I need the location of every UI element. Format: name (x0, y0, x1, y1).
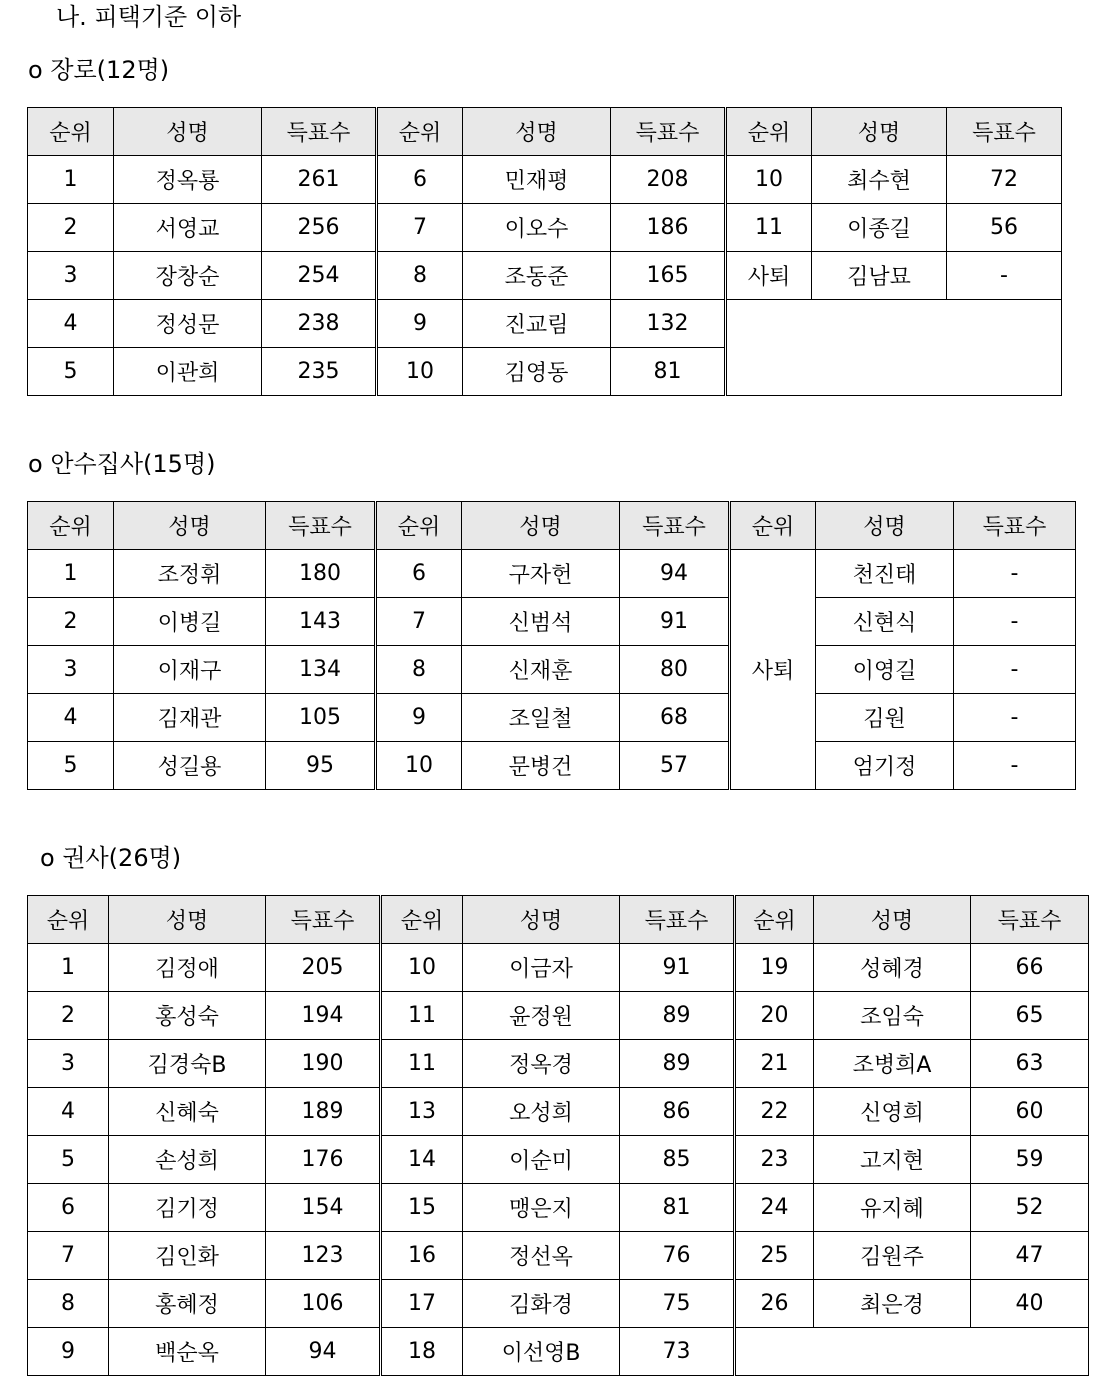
section-title-deaconesses: o 권사(26명) (40, 844, 182, 872)
votes-cell: 123 (266, 1232, 381, 1280)
rank-cell: 1 (28, 944, 109, 992)
rank-cell: 24 (735, 1184, 814, 1232)
rank-cell: 7 (377, 204, 463, 252)
rank-cell: 13 (381, 1088, 463, 1136)
rank-cell: 5 (28, 1136, 109, 1184)
table-row (28, 694, 1076, 742)
table-row (28, 646, 1076, 694)
votes-cell: 176 (266, 1136, 381, 1184)
votes-cell: 52 (971, 1184, 1089, 1232)
votes-cell: 261 (262, 156, 377, 204)
column-header-rank: 순위 (28, 108, 114, 156)
name-cell: 구자헌 (462, 550, 620, 598)
name-cell: 유지혜 (814, 1184, 971, 1232)
column-header-votes: 득표수 (611, 108, 726, 156)
column-header-votes: 득표수 (262, 108, 377, 156)
rank-cell: 4 (28, 694, 114, 742)
column-header-rank: 순위 (377, 108, 463, 156)
votes-cell: 235 (262, 348, 377, 396)
votes-cell: 154 (266, 1184, 381, 1232)
table-row (28, 252, 1062, 300)
votes-cell: 134 (266, 646, 376, 694)
name-cell: 조임숙 (814, 992, 971, 1040)
name-cell: 김영동 (463, 348, 611, 396)
elders-vote-table (27, 107, 1062, 396)
votes-cell: 81 (611, 348, 726, 396)
name-cell: 김원 (816, 694, 954, 742)
rank-cell: 14 (381, 1136, 463, 1184)
rank-cell: 7 (28, 1232, 109, 1280)
votes-cell: 59 (971, 1136, 1089, 1184)
table-row (28, 1088, 1089, 1136)
name-cell: 조동준 (463, 252, 611, 300)
name-cell: 신영희 (814, 1088, 971, 1136)
name-cell: 최수현 (812, 156, 947, 204)
rank-cell: 3 (28, 1040, 109, 1088)
name-cell: 천진태 (816, 550, 954, 598)
rank-cell: 16 (381, 1232, 463, 1280)
rank-cell: 21 (735, 1040, 814, 1088)
votes-cell: 85 (620, 1136, 735, 1184)
rank-cell: 6 (376, 550, 462, 598)
name-cell: 김정애 (109, 944, 266, 992)
votes-cell: 165 (611, 252, 726, 300)
rank-cell: 5 (28, 348, 114, 396)
table-row (28, 742, 1076, 790)
ordained-deacons-vote-table (27, 501, 1076, 790)
name-cell: 이재구 (114, 646, 266, 694)
name-cell: 고지현 (814, 1136, 971, 1184)
votes-cell: 189 (266, 1088, 381, 1136)
rank-cell: 9 (376, 694, 462, 742)
name-cell: 홍혜정 (109, 1280, 266, 1328)
column-header-name: 성명 (463, 108, 611, 156)
name-cell: 오성희 (463, 1088, 620, 1136)
votes-cell: 57 (620, 742, 730, 790)
name-cell: 이금자 (463, 944, 620, 992)
votes-cell: - (954, 550, 1076, 598)
name-cell: 이병길 (114, 598, 266, 646)
table-row (28, 156, 1062, 204)
votes-cell: 208 (611, 156, 726, 204)
rank-cell: 1 (28, 156, 114, 204)
section-title-ordained-deacons: o 안수집사(15명) (28, 450, 216, 478)
name-cell: 조병희A (814, 1040, 971, 1088)
column-header-votes: 득표수 (954, 502, 1076, 550)
name-cell: 민재평 (463, 156, 611, 204)
votes-cell: 80 (620, 646, 730, 694)
name-cell: 서영교 (114, 204, 262, 252)
name-cell: 정옥경 (463, 1040, 620, 1088)
name-cell: 이종길 (812, 204, 947, 252)
table-row (28, 550, 1076, 598)
rank-cell: 4 (28, 1088, 109, 1136)
rank-cell: 11 (381, 1040, 463, 1088)
votes-cell: 89 (620, 1040, 735, 1088)
name-cell: 엄기정 (816, 742, 954, 790)
withdrawn-label-cell: 사퇴 (730, 550, 816, 790)
name-cell: 김남묘 (812, 252, 947, 300)
votes-cell: 194 (266, 992, 381, 1040)
page-title: 나. 피택기준 이하 (56, 3, 242, 31)
votes-cell: 63 (971, 1040, 1089, 1088)
name-cell: 이관희 (114, 348, 262, 396)
votes-cell: 190 (266, 1040, 381, 1088)
rank-cell: 5 (28, 742, 114, 790)
name-cell: 성혜경 (814, 944, 971, 992)
column-header-name: 성명 (814, 896, 971, 944)
votes-cell: 56 (947, 204, 1062, 252)
table-row (28, 1136, 1089, 1184)
column-header-rank: 순위 (28, 896, 109, 944)
votes-cell: - (954, 694, 1076, 742)
votes-cell: 180 (266, 550, 376, 598)
table-row (28, 944, 1089, 992)
rank-cell: 10 (377, 348, 463, 396)
column-header-votes: 득표수 (620, 896, 735, 944)
rank-cell: 2 (28, 598, 114, 646)
column-header-rank: 순위 (735, 896, 814, 944)
rank-cell: 8 (376, 646, 462, 694)
column-header-name: 성명 (462, 502, 620, 550)
rank-cell: 20 (735, 992, 814, 1040)
votes-cell: 76 (620, 1232, 735, 1280)
name-cell: 조일철 (462, 694, 620, 742)
votes-cell: 81 (620, 1184, 735, 1232)
name-cell: 신현식 (816, 598, 954, 646)
name-cell: 홍성숙 (109, 992, 266, 1040)
rank-cell: 19 (735, 944, 814, 992)
name-cell: 조정휘 (114, 550, 266, 598)
name-cell: 신범석 (462, 598, 620, 646)
table-row (28, 1184, 1089, 1232)
votes-cell: 254 (262, 252, 377, 300)
name-cell: 신재훈 (462, 646, 620, 694)
votes-cell: 72 (947, 156, 1062, 204)
rank-cell: 1 (28, 550, 114, 598)
votes-cell: 132 (611, 300, 726, 348)
name-cell: 정옥룡 (114, 156, 262, 204)
votes-cell: 75 (620, 1280, 735, 1328)
name-cell: 김인화 (109, 1232, 266, 1280)
votes-cell: 66 (971, 944, 1089, 992)
rank-cell: 2 (28, 992, 109, 1040)
table-row (28, 598, 1076, 646)
name-cell: 이순미 (463, 1136, 620, 1184)
column-header-votes: 득표수 (971, 896, 1089, 944)
column-header-name: 성명 (816, 502, 954, 550)
column-header-name: 성명 (463, 896, 620, 944)
name-cell: 문병건 (462, 742, 620, 790)
votes-cell: 40 (971, 1280, 1089, 1328)
column-header-rank: 순위 (730, 502, 816, 550)
table-row (28, 1280, 1089, 1328)
votes-cell: 60 (971, 1088, 1089, 1136)
rank-cell: 23 (735, 1136, 814, 1184)
column-header-votes: 득표수 (266, 896, 381, 944)
rank-cell: 22 (735, 1088, 814, 1136)
column-header-name: 성명 (114, 502, 266, 550)
rank-cell: 10 (381, 944, 463, 992)
name-cell: 김기정 (109, 1184, 266, 1232)
column-header-votes: 득표수 (266, 502, 376, 550)
rank-cell: 8 (377, 252, 463, 300)
votes-cell: 186 (611, 204, 726, 252)
column-header-votes: 득표수 (947, 108, 1062, 156)
section-title-elders: o 장로(12명) (28, 56, 170, 84)
table-row (28, 1232, 1089, 1280)
votes-cell: - (954, 742, 1076, 790)
rank-cell: 3 (28, 646, 114, 694)
rank-cell: 9 (377, 300, 463, 348)
votes-cell: 95 (266, 742, 376, 790)
empty-cell (735, 1328, 1089, 1376)
votes-cell: - (947, 252, 1062, 300)
rank-cell: 7 (376, 598, 462, 646)
column-header-name: 성명 (812, 108, 947, 156)
votes-cell: 86 (620, 1088, 735, 1136)
votes-cell: 205 (266, 944, 381, 992)
votes-cell: - (954, 646, 1076, 694)
name-cell: 김경숙B (109, 1040, 266, 1088)
rank-cell: 15 (381, 1184, 463, 1232)
column-header-votes: 득표수 (620, 502, 730, 550)
name-cell: 김화경 (463, 1280, 620, 1328)
table-row (28, 1328, 1089, 1376)
name-cell: 성길용 (114, 742, 266, 790)
votes-cell: 106 (266, 1280, 381, 1328)
votes-cell: 91 (620, 944, 735, 992)
table-row (28, 1040, 1089, 1088)
rank-cell: 4 (28, 300, 114, 348)
name-cell: 정선옥 (463, 1232, 620, 1280)
votes-cell: 65 (971, 992, 1089, 1040)
name-cell: 맹은지 (463, 1184, 620, 1232)
rank-cell: 3 (28, 252, 114, 300)
column-header-rank: 순위 (381, 896, 463, 944)
name-cell: 이오수 (463, 204, 611, 252)
column-header-rank: 순위 (726, 108, 812, 156)
votes-cell: 143 (266, 598, 376, 646)
name-cell: 이선영B (463, 1328, 620, 1376)
name-cell: 장창순 (114, 252, 262, 300)
rank-cell: 25 (735, 1232, 814, 1280)
rank-cell: 사퇴 (726, 252, 812, 300)
column-header-rank: 순위 (376, 502, 462, 550)
votes-cell: 47 (971, 1232, 1089, 1280)
table-row (28, 992, 1089, 1040)
name-cell: 이영길 (816, 646, 954, 694)
votes-cell: 256 (262, 204, 377, 252)
votes-cell: 73 (620, 1328, 735, 1376)
rank-cell: 18 (381, 1328, 463, 1376)
column-header-rank: 순위 (28, 502, 114, 550)
votes-cell: 94 (620, 550, 730, 598)
votes-cell: 91 (620, 598, 730, 646)
rank-cell: 6 (377, 156, 463, 204)
rank-cell: 2 (28, 204, 114, 252)
empty-cell (726, 300, 1062, 396)
column-header-name: 성명 (114, 108, 262, 156)
votes-cell: 94 (266, 1328, 381, 1376)
rank-cell: 11 (726, 204, 812, 252)
name-cell: 김재관 (114, 694, 266, 742)
rank-cell: 6 (28, 1184, 109, 1232)
rank-cell: 11 (381, 992, 463, 1040)
rank-cell: 26 (735, 1280, 814, 1328)
name-cell: 정성문 (114, 300, 262, 348)
rank-cell: 17 (381, 1280, 463, 1328)
table-row (28, 204, 1062, 252)
column-header-name: 성명 (109, 896, 266, 944)
rank-cell: 8 (28, 1280, 109, 1328)
table-row (28, 300, 1062, 348)
name-cell: 손성희 (109, 1136, 266, 1184)
name-cell: 윤정원 (463, 992, 620, 1040)
votes-cell: - (954, 598, 1076, 646)
rank-cell: 9 (28, 1328, 109, 1376)
name-cell: 진교림 (463, 300, 611, 348)
votes-cell: 68 (620, 694, 730, 742)
name-cell: 최은경 (814, 1280, 971, 1328)
name-cell: 김원주 (814, 1232, 971, 1280)
rank-cell: 10 (376, 742, 462, 790)
name-cell: 신혜숙 (109, 1088, 266, 1136)
deaconesses-vote-table (27, 895, 1089, 1376)
name-cell: 백순옥 (109, 1328, 266, 1376)
votes-cell: 105 (266, 694, 376, 742)
rank-cell: 10 (726, 156, 812, 204)
votes-cell: 89 (620, 992, 735, 1040)
votes-cell: 238 (262, 300, 377, 348)
